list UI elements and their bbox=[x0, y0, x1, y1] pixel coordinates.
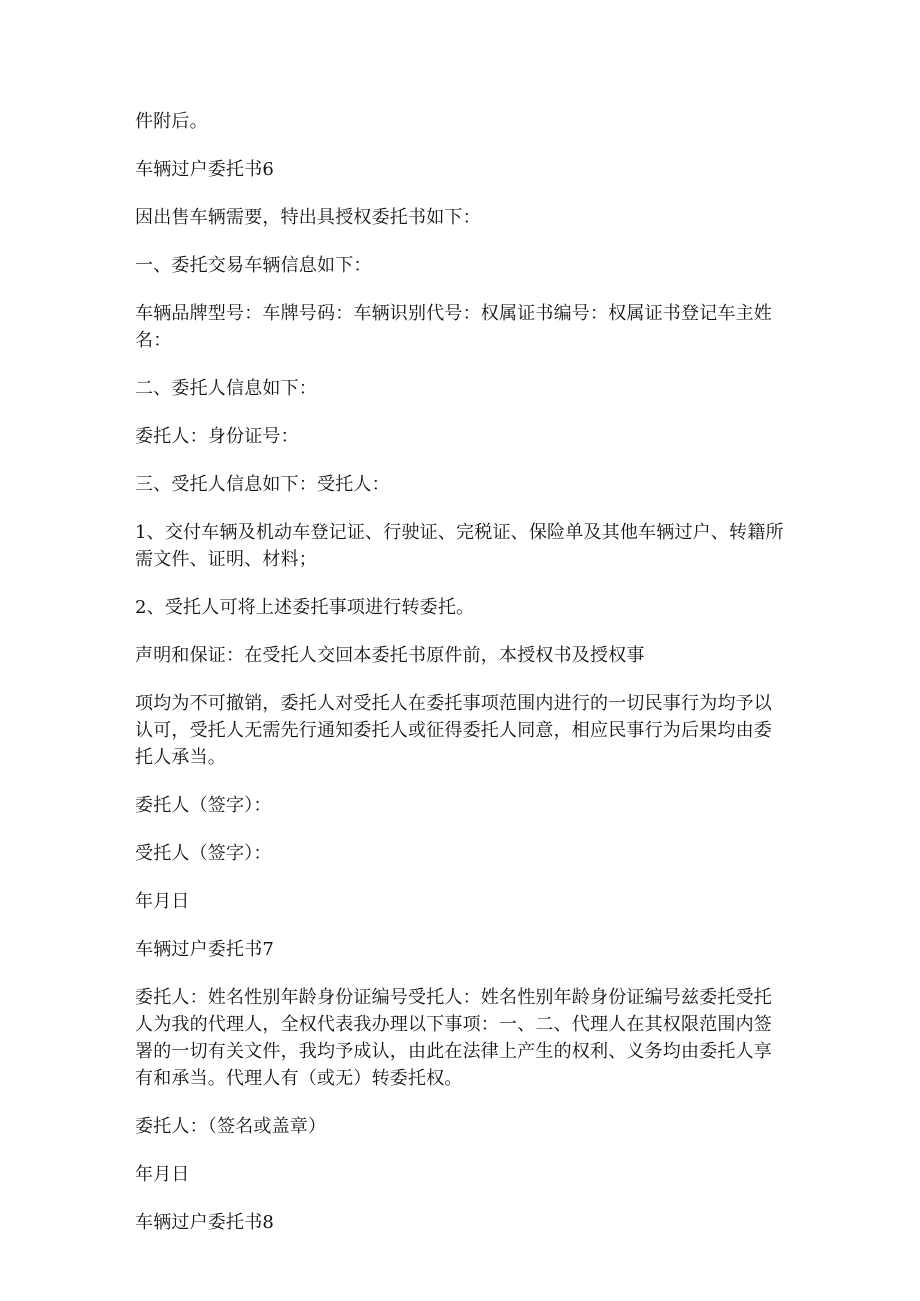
signature-seal: 委托人：（签名或盖章） bbox=[135, 1116, 327, 1137]
paragraph-list-1: 1、交付车辆及机动车登记证、行驶证、完税证、保险单及其他车辆过户、转籍所需文件、证明、材料； bbox=[135, 522, 784, 570]
paragraph-vehicle-fields: 车辆品牌型号：车牌号码：车辆识别代号：权属证书编号：权属证书登记车主姓名： bbox=[135, 303, 772, 351]
section-heading-8: 车辆过户委托书8 bbox=[135, 1212, 275, 1233]
paragraph-item-three: 三、受托人信息如下：受托人： bbox=[135, 474, 390, 495]
signature-agent: 受托人（签字）： bbox=[135, 843, 272, 864]
signature-principal: 委托人（签字）： bbox=[135, 795, 272, 816]
section-heading-7: 车辆过户委托书7 bbox=[135, 939, 275, 960]
paragraph-item-two: 二、委托人信息如下： bbox=[135, 378, 317, 399]
paragraph-declaration: 声明和保证：在受托人交回本委托书原件前，本授权书及授权事 bbox=[135, 645, 645, 666]
date-line-2: 年月日 bbox=[135, 1164, 190, 1185]
paragraph-list-2: 2、受托人可将上述委托事项进行转委托。 bbox=[135, 597, 475, 618]
paragraph-declaration-continued: 项均为不可撤销，委托人对受托人在委托事项范围内进行的一切民事行为均予以认可，受托人无需先行通知委托人或征得委托人同意，相应民事行为后果均由委托人承当。 bbox=[135, 693, 772, 768]
document-page bbox=[135, 108, 785, 1257]
paragraph-item-one: 一、委托交易车辆信息如下： bbox=[135, 255, 372, 276]
paragraph-continuation: 件附后。 bbox=[135, 111, 208, 132]
paragraph-intro: 因出售车辆需要，特出具授权委托书如下： bbox=[135, 207, 481, 228]
paragraph-principal-fields: 委托人：身份证号： bbox=[135, 426, 299, 447]
date-line: 年月日 bbox=[135, 891, 190, 912]
section-heading-6: 车辆过户委托书6 bbox=[135, 159, 275, 180]
paragraph-authorization: 委托人：姓名性别年龄身份证编号受托人：姓名性别年龄身份证编号兹委托受托人为我的代理人，全权代表我办理以下事项：一、二、代理人在其权限范围内签署的一切有关文件，我均予成认，由此在法律上产生的权利、义务均由委托人享有和承当。代理人有（或无）转委托权。 bbox=[135, 987, 772, 1089]
